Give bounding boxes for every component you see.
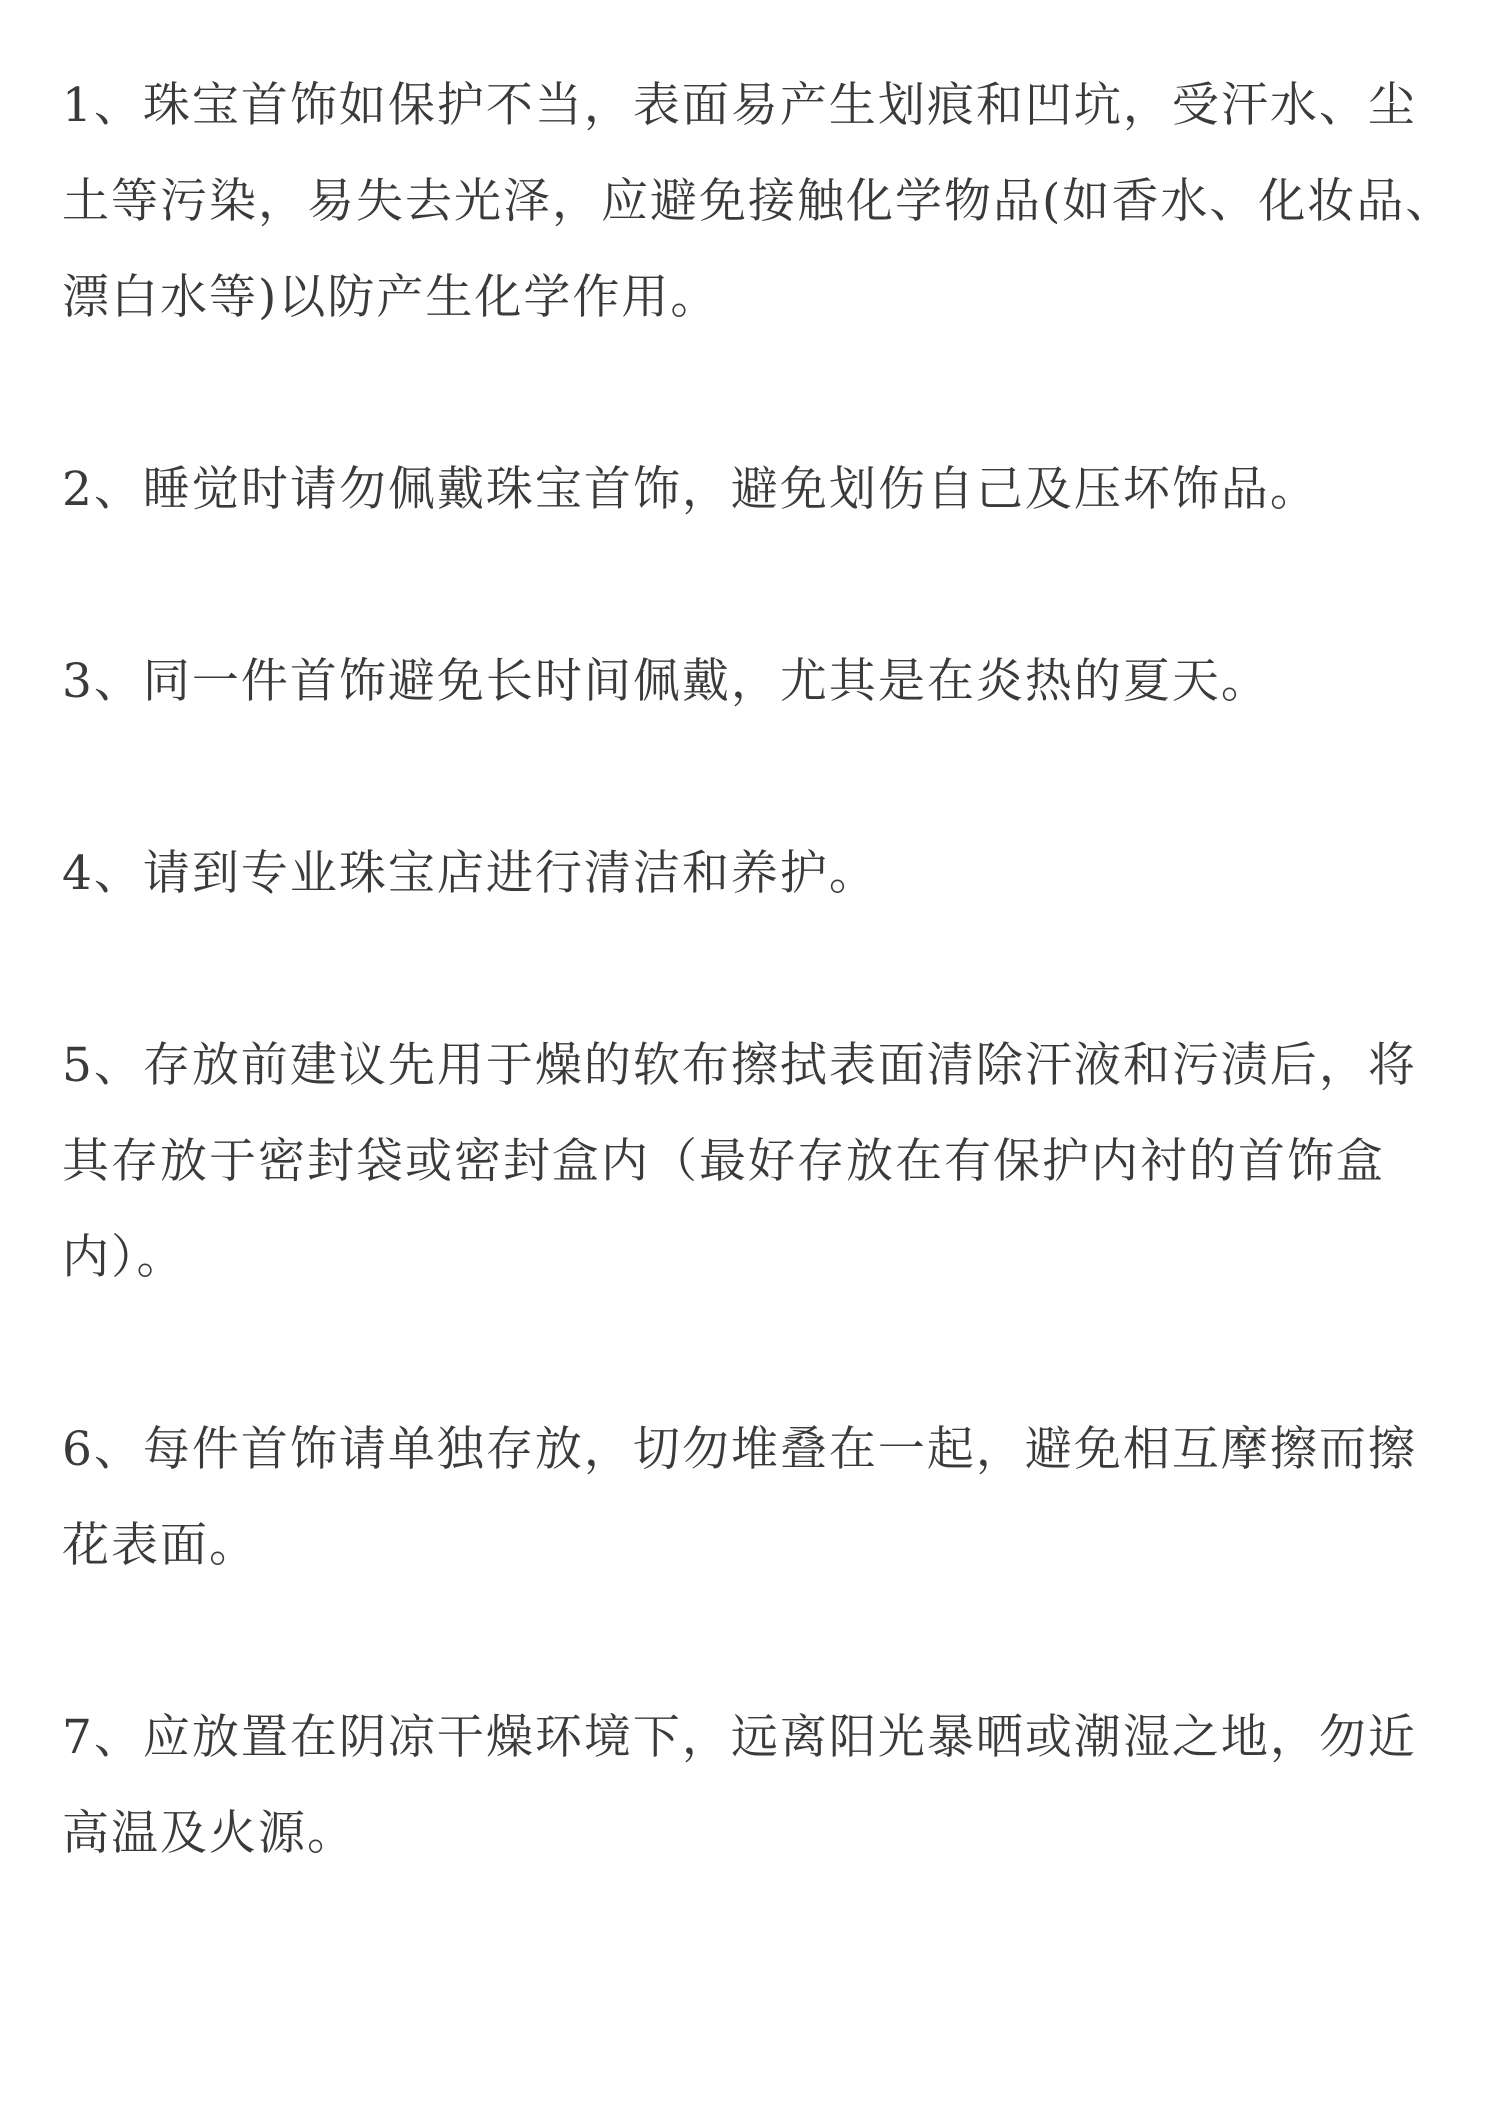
- care-note-5: 5、存放前建议先用于燥的软布擦拭表面清除汗液和污渍后，将其存放于密封袋或密封盒内（最好存放在有保护内衬的首饰盒内）。: [62, 1038, 1417, 1285]
- care-note-2: 2、睡觉时请勿佩戴珠宝首饰，避免划伤自己及压坏饰品。: [62, 462, 1319, 517]
- care-note-1: 1、珠宝首饰如保护不当，表面易产生划痕和凹坑，受汗水、尘土等污染，易失去光泽，应避免接触化学物品(如香水、化妆品、漂白水等)以防产生化学作用。: [62, 78, 1455, 325]
- care-note-6: 6、每件首饰请单独存放，切勿堆叠在一起，避免相互摩擦而擦花表面。: [62, 1422, 1417, 1573]
- care-note-7: 7、应放置在阴凉干燥环境下，远离阳光暴晒或潮湿之地，勿近高温及火源。: [62, 1710, 1417, 1861]
- care-notes-list: [62, 58, 1457, 1882]
- care-note-3: 3、同一件首饰避免长时间佩戴，尤其是在炎热的夏天。: [62, 654, 1270, 709]
- care-note-4: 4、请到专业珠宝店进行清洁和养护。: [62, 846, 878, 901]
